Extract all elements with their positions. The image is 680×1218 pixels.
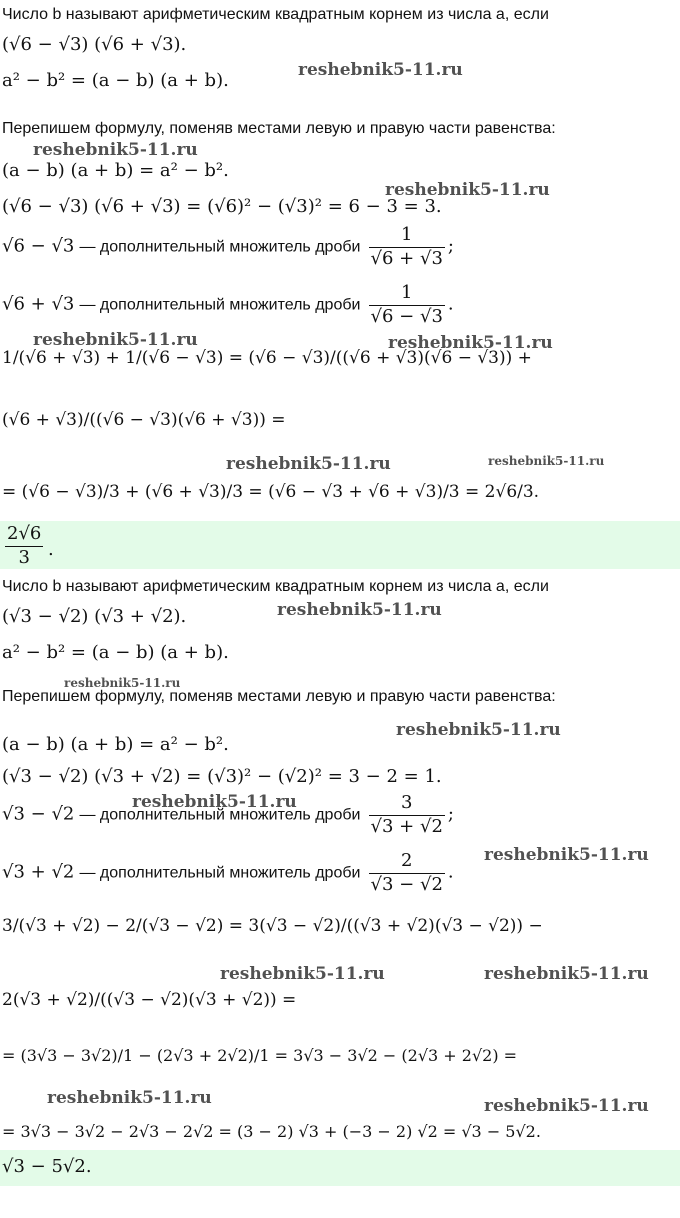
sum-line-2: (√6 + √3)/((√6 − √3)(√6 + √3)) =: [2, 410, 286, 430]
watermark-small: reshebnik5-11.ru: [64, 676, 181, 690]
watermark: reshebnik5-11.ru: [484, 1096, 649, 1116]
numerator: 1: [369, 282, 445, 306]
watermark: reshebnik5-11.ru: [484, 964, 649, 984]
numerator: 3: [369, 792, 445, 816]
diff-line-2: 2(√3 + √2)/((√3 − √2)(√3 + √2)) =: [2, 990, 297, 1010]
watermark: reshebnik5-11.ru: [33, 330, 198, 350]
numerator: 2: [369, 850, 445, 874]
numerator: 2√6: [5, 523, 43, 547]
watermark: reshebnik5-11.ru: [132, 792, 297, 812]
watermark: reshebnik5-11.ru: [220, 964, 385, 984]
denominator: √3 + √2: [370, 815, 443, 837]
product-1: (√6 − √3) (√6 + √3) = (√6)² − (√3)² = 6 − 3 = 3.: [2, 196, 442, 217]
identity-2: a² − b² = (a − b) (a + b).: [2, 642, 229, 663]
watermark: reshebnik5-11.ru: [33, 140, 198, 160]
diff-line-3: = (3√3 − 3√2)/1 − (2√3 + 2√2)/1 = 3√3 − 3√2 − (2√3 + 2√2) =: [2, 1046, 518, 1065]
watermark: reshebnik5-11.ru: [226, 454, 391, 474]
rewrite-text-1: Перепишем формулу, поменяв местами левую и правую части равенства:: [2, 120, 556, 137]
factor-line-2a: √3 − √2 — дополнительный множитель дроби $\frac{3}{√3 + √2}$ ;: [2, 792, 454, 837]
watermark: reshebnik5-11.ru: [484, 845, 649, 865]
factor-text: — дополнительный множитель дроби: [79, 806, 361, 824]
factor-left: √6 − √3: [2, 235, 75, 257]
fraction: [369, 850, 445, 896]
fraction: [369, 792, 445, 838]
watermark: reshebnik5-11.ru: [298, 60, 463, 80]
watermark: reshebnik5-11.ru: [47, 1088, 212, 1108]
denominator: √6 + √3: [370, 247, 443, 269]
formula-2: (a − b) (a + b) = a² − b².: [2, 734, 229, 755]
watermark: reshebnik5-11.ru: [388, 333, 553, 353]
formula-1: (a − b) (a + b) = a² − b².: [2, 160, 229, 181]
expression-2: (√3 − √2) (√3 + √2).: [2, 606, 187, 627]
factor-left: √3 − √2: [2, 803, 75, 825]
diff-line-4: = 3√3 − 3√2 − 2√3 − 2√2 = (3 − 2) √3 + (−3 − 2) √2 = √3 − 5√2.: [2, 1122, 541, 1141]
denominator: 3: [18, 546, 30, 568]
numerator: 1: [369, 224, 445, 248]
factor-line-1b: √6 + √3 — дополнительный множитель дроби $\frac{1}{√6 - √3}$ .: [2, 282, 454, 327]
answer-box-1: $\frac{2√6}{3}$ .: [0, 521, 680, 569]
rewrite-text-2: Перепишем формулу, поменяв местами левую и правую части равенства:: [2, 688, 556, 705]
diff-line-1: 3/(√3 + √2) − 2/(√3 − √2) = 3(√3 − √2)/((√3 + √2)(√3 − √2)) −: [2, 916, 543, 936]
watermark: reshebnik5-11.ru: [396, 720, 561, 740]
sum-line-3: = (√6 − √3)/3 + (√6 + √3)/3 = (√6 − √3 + √6 + √3)/3 = 2√6/3.: [2, 482, 540, 502]
fraction: [369, 282, 445, 328]
denominator: √3 − √2: [370, 873, 443, 895]
factor-left: √3 + √2: [2, 861, 75, 883]
watermark: reshebnik5-11.ru: [385, 180, 550, 200]
factor-text: — дополнительный множитель дроби: [79, 238, 361, 256]
answer-box-2: [0, 1150, 680, 1186]
denominator: √6 − √3: [370, 305, 443, 327]
intro-text-1: Число b называют арифметическим квадратным корнем из числа a, если: [2, 6, 549, 23]
factor-left: √6 + √3: [2, 293, 75, 315]
intro-text-2: Число b называют арифметическим квадратным корнем из числа a, если: [2, 578, 549, 595]
answer-2: √3 − 5√2.: [2, 1156, 92, 1177]
answer-fraction-1: [5, 523, 43, 569]
factor-line-2b: √3 + √2 — дополнительный множитель дроби $\frac{2}{√3 - √2}$ .: [2, 850, 454, 895]
factor-text: — дополнительный множитель дроби: [79, 296, 361, 314]
sum-line-1: 1/(√6 + √3) + 1/(√6 − √3) = (√6 − √3)/((√6 + √3)(√6 − √3)) +: [2, 348, 532, 368]
factor-line-1a: √6 − √3 — дополнительный множитель дроби $\frac{1}{√6 + √3}$ ;: [2, 224, 454, 269]
expression-1: (√6 − √3) (√6 + √3).: [2, 34, 187, 55]
watermark-small: reshebnik5-11.ru: [488, 454, 605, 468]
watermark: reshebnik5-11.ru: [277, 600, 442, 620]
factor-text: — дополнительный множитель дроби: [79, 864, 361, 882]
identity-1: a² − b² = (a − b) (a + b).: [2, 70, 229, 91]
fraction: [369, 224, 445, 270]
product-2: (√3 − √2) (√3 + √2) = (√3)² − (√2)² = 3 − 2 = 1.: [2, 766, 442, 787]
